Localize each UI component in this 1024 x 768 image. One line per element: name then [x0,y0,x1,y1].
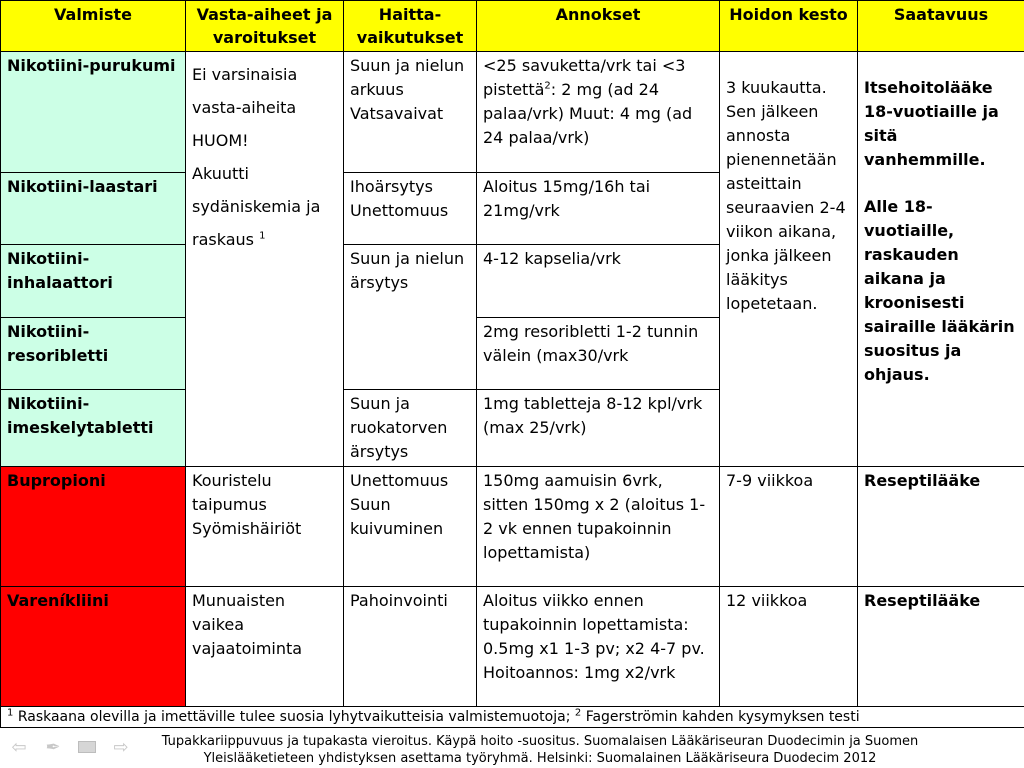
availability-bupropion: Reseptilääke [858,467,1024,587]
header-valmiste: Valmiste [1,1,186,52]
dose-bupropion: 150mg aamuisin 6vrk, sitten 150mg x 2 (aloitus 1-2 vk ennen tupakoinnin lopettamista) [477,467,720,587]
footnote-text-2: Fagerströmin kahden kysymyksen testi [581,709,860,725]
header-duration: Hoidon kesto [720,1,858,52]
dose-patch: Aloitus 15mg/16h tai 21mg/vrk [477,173,720,245]
product-gum: Nikotiini-purukumi [1,52,186,173]
contra-line-2: HUOM! [192,131,249,150]
contra-bupropion: Kouristelu taipumus Syömishäiriöt [186,467,344,587]
header-doses: Annokset [477,1,720,52]
row-varenicline [1,587,1024,707]
menu-icon[interactable] [76,738,98,756]
contra-varenicline: Munuaisten vaikea vajaatoiminta [186,587,344,707]
availability-minor: Alle 18-vuotiaille, raskauden aikana ja kroonisesti sairaille lääkärin suositus ja ohjaus. [864,197,1015,384]
pen-icon[interactable]: ✒ [45,736,61,758]
product-varenicline: Vareníkliini [1,587,186,707]
nrt-contraindications [186,52,344,467]
dose-gum-part-b: : 2 mg (ad 24 palaa/vrk) Muut: 4 mg (ad 24 palaa/vrk) [483,80,693,147]
product-resoriblet: Nikotiini-resoribletti [1,318,186,390]
side-varenicline: Pahoinvointi [344,587,477,707]
dose-gum [477,52,720,173]
dose-gum-part-a: <25 savuketta/vrk tai <3 pistettä [483,56,686,99]
contra-line-3: Akuutti sydäniskemia ja raskaus [192,164,321,249]
slide-navigation [8,738,132,756]
nrt-availability [858,52,1024,467]
side-inhaler-resoriblet: Suun ja nielun ärsytys [344,245,477,390]
citation: Tupakkariippuvuus ja tupakasta vieroitus. Käypä hoito -suositus. Suomalaisen Lääkäriseuran Duodecimin ja Suomen Yleislääketieteen yhdistyksen asettama työryhmä. Helsinki: Suomalainen Lääkäriseura Duodecim 2012 [161,734,919,766]
side-patch: Ihoärsytys Unettomuus [344,173,477,245]
product-patch: Nikotiini-laastari [1,173,186,245]
header-contraindications: Vasta-aiheet ja varoitukset [186,1,344,52]
arrow-left-icon[interactable]: ⇦ [11,736,27,758]
product-lozenge: Nikotiini-imeskelytabletti [1,390,186,467]
footnote-mark-1: 1 [7,707,14,719]
nrt-duration: 3 kuukautta. Sen jälkeen annosta pienennetään asteittain seuraavien 2-4 viikon aikana, jonka jälkeen lääkitys lopetetaan. [720,52,858,467]
footnote-mark-2: 2 [574,707,582,719]
header-side-effects: Haitta-vaikutukset [344,1,477,52]
side-lozenge: Suun ja ruokatorven ärsytys [344,390,477,467]
header-availability: Saatavuus [858,1,1024,52]
footnote-ref-1: 1 [259,230,266,242]
contra-line-1: Ei varsinaisia vasta-aiheita [192,65,298,117]
product-inhaler: Nikotiini-inhalaattori [1,245,186,318]
dose-lozenge: 1mg tabletteja 8-12 kpl/vrk (max 25/vrk) [477,390,720,467]
side-bupropion: Unettomuus Suun kuivuminen [344,467,477,587]
duration-bupropion: 7-9 viikkoa [720,467,858,587]
duration-varenicline: 12 viikkoa [720,587,858,707]
dose-varenicline: Aloitus viikko ennen tupakoinnin lopettamista: 0.5mg x1 1-3 pv; x2 4-7 pv. Hoitoannos: 1mg x2/vrk [477,587,720,707]
footnote-row [1,707,1024,728]
arrow-right-icon[interactable]: ⇨ [113,736,129,758]
footnote [1,707,1024,728]
dose-inhaler: 4-12 kapselia/vrk [477,245,720,318]
row-bupropion [1,467,1024,587]
dose-resoriblet: 2mg resoribletti 1-2 tunnin välein (max30/vrk [477,318,720,390]
availability-adult: Itsehoitolääke 18-vuotiaille ja sitä vanhemmille. [864,78,999,169]
row-gum [1,52,1024,173]
availability-varenicline: Reseptilääke [858,587,1024,707]
header-row [1,1,1024,52]
footnote-text-1: Raskaana olevilla ja imettäville tulee suosia lyhytvaikutteisia valmistemuotoja; [13,709,575,725]
footnote-ref-2: 2 [544,80,551,92]
product-bupropion: Bupropioni [1,467,186,587]
side-gum: Suun ja nielun arkuus Vatsavaivat [344,52,477,173]
